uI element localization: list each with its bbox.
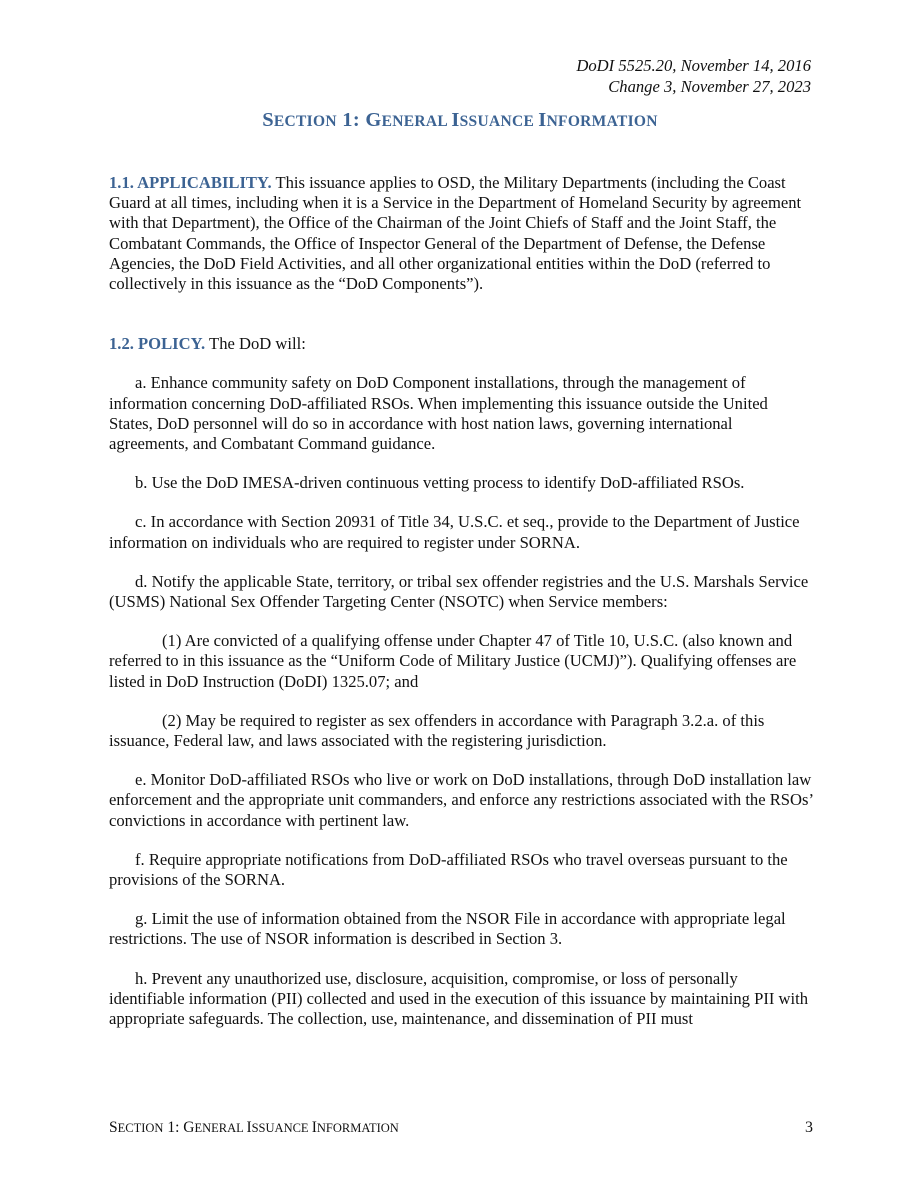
policy-item-h: h. Prevent any unauthorized use, disclosure, acquisition, compromise, or loss of personally identifiable information (PII) collected and used in the execution of this issuance by maintaining PII with appropriate safeguards. The collection, use, maintenance, and dissemination of PII must <box>109 968 809 1029</box>
paragraph-policy: 1.2. POLICY. The DoD will: <box>109 334 306 354</box>
section-title: SECTION 1: GENERAL ISSUANCE INFORMATION <box>262 109 658 131</box>
header-change-date: Change 3, November 27, 2023 <box>608 76 811 96</box>
running-header <box>576 56 811 97</box>
policy-item-c: c. In accordance with Section 20931 of Title 34, U.S.C. et seq., provide to the Department of Justice information on individuals who are required to register under SORNA. <box>109 512 800 552</box>
policy-item-d1: (1) Are convicted of a qualifying offense under Chapter 47 of Title 10, U.S.C. (also known and referred to in this issuance as the “Uniform Code of Military Justice (UCMJ)”). Qualifying offenses are listed in DoD Instruction (DoDI) 1325.07; and <box>109 631 797 691</box>
policy-item-f: f. Require appropriate notifications from DoD-affiliated RSOs who travel overseas pursuant to the provisions of the SORNA. <box>109 849 788 890</box>
paragraph-applicability: 1.1. APPLICABILITY. This issuance applies to OSD, the Military Departments (including the Coast Guard at all times, including when it is a Service in the Department of Homeland Security by agreement with that Department), the Office of the Chairman of the Joint Chiefs of Staff and the Joint Staff, the Combatant Commands, the Office of Inspector General of the Department of Defense, the Defense Agencies, the DoD Field Activities, and all other organizational entities within the DoD (referred to collectively in this issuance as the “DoD Components”). <box>109 173 802 294</box>
policy-item-g: g. Limit the use of information obtained from the NSOR File in accordance with appropriate legal restrictions. The use of NSOR information is described in Section 3. <box>109 909 786 949</box>
heading-applicability: 1.1. APPLICABILITY. <box>109 173 272 192</box>
header-document-id: DoDI 5525.20, November 14, 2016 <box>576 56 811 75</box>
policy-item-d: d. Notify the applicable State, territory, or tribal sex offender registries and the U.S. Marshals Service (USMS) National Sex Offender Targeting Center (NSOTC) when Service members: <box>109 571 809 612</box>
footer-section-title: SECTION 1: GENERAL ISSUANCE INFORMATION <box>109 1119 399 1136</box>
running-footer <box>109 1118 813 1138</box>
policy-item-a: a. Enhance community safety on DoD Component installations, through the management of information concerning DoD-affiliated RSOs. When implementing this issuance outside the United States, DoD personnel will do so in accordance with host nation laws, governing international agreements, and Combatant Command guidance. <box>109 373 768 454</box>
document-body <box>109 173 813 1029</box>
policy-item-d2: (2) May be required to register as sex offenders in accordance with Paragraph 3.2.a. of this issuance, Federal law, and laws associated with the registering jurisdiction. <box>109 710 765 751</box>
page-number: 3 <box>805 1119 813 1136</box>
policy-item-b: b. Use the DoD IMESA-driven continuous vetting process to identify DoD-affiliated RSOs. <box>135 473 745 493</box>
policy-item-e: e. Monitor DoD-affiliated RSOs who live or work on DoD installations, through DoD installation law enforcement and the appropriate unit commanders, and enforce any restrictions associated with the RSOs’ convictions in accordance with pertinent law. <box>109 770 813 830</box>
heading-policy: 1.2. POLICY. <box>109 334 206 354</box>
